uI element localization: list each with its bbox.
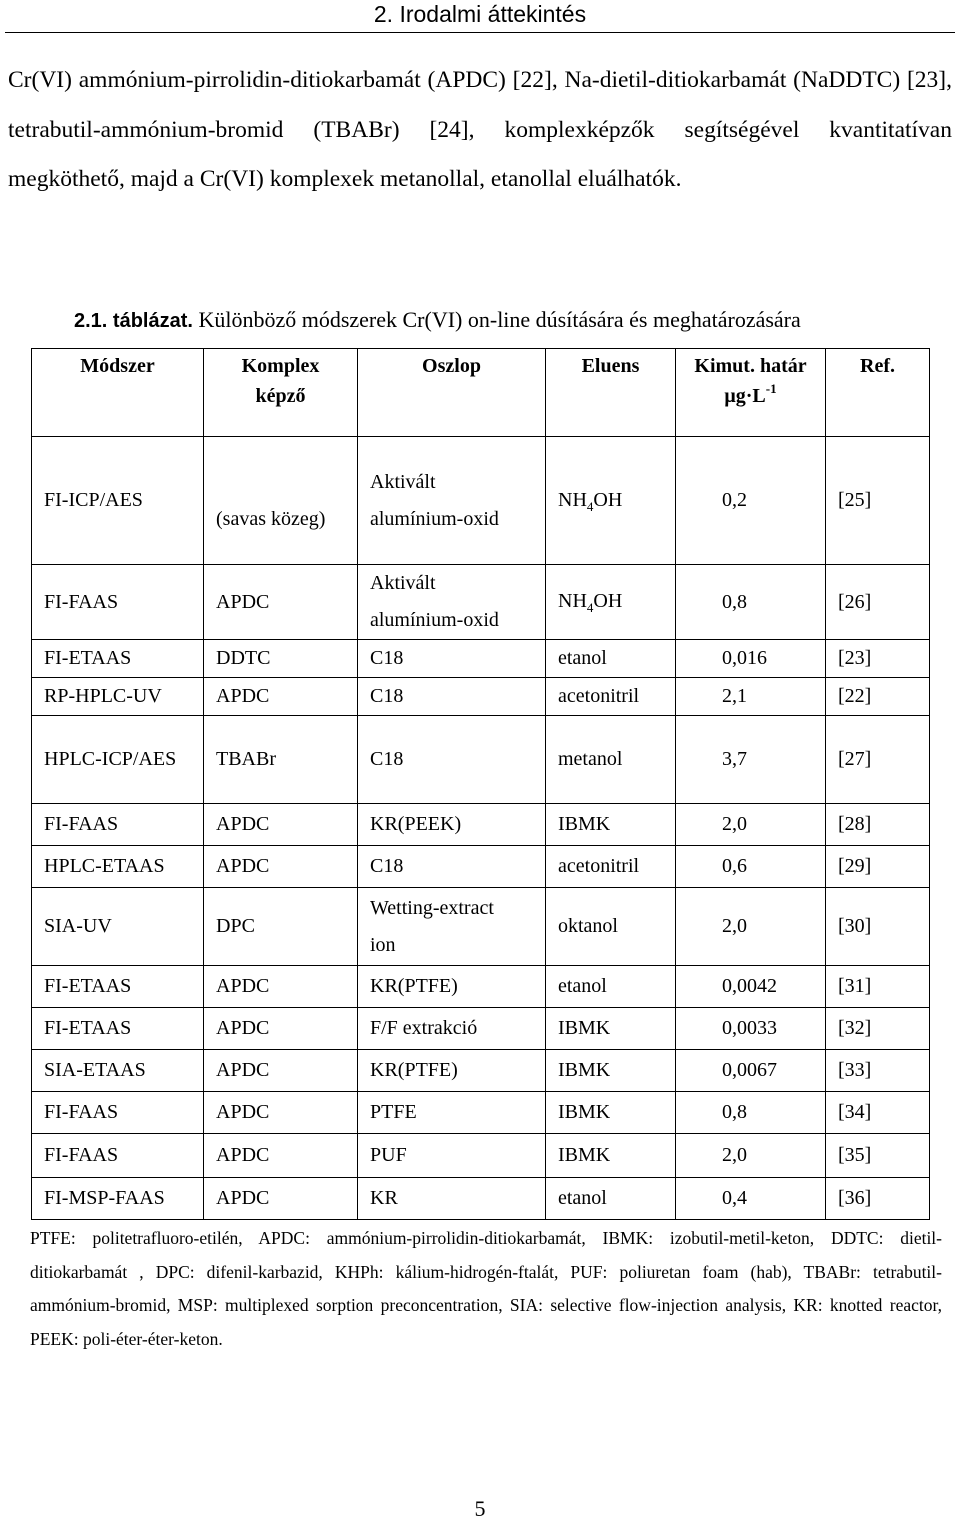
cell-ref: [31] xyxy=(826,966,930,1008)
cell-complex: TBABr xyxy=(204,716,358,804)
table-row xyxy=(32,1178,930,1220)
cell-column: Wetting-extract ion xyxy=(358,888,546,966)
cell-column: KR xyxy=(358,1178,546,1220)
cell-eluent: IBMK xyxy=(546,1134,676,1178)
cell-column: C18 xyxy=(358,640,546,678)
table-row xyxy=(32,678,930,716)
cell-eluent: oktanol xyxy=(546,888,676,966)
cell-eluent: etanol xyxy=(546,1178,676,1220)
cell-limit: 0,2 xyxy=(676,437,826,565)
cell-limit: 0,0033 xyxy=(676,1008,826,1050)
cell-method: FI-ETAAS xyxy=(32,966,204,1008)
table-caption-text: Különböző módszerek Cr(VI) on-line dúsítására és meghatározására xyxy=(192,307,801,332)
cell-column: PUF xyxy=(358,1134,546,1178)
unit-exponent: -1 xyxy=(765,381,777,396)
cell-complex: APDC xyxy=(204,1092,358,1134)
cell-method: FI-FAAS xyxy=(32,804,204,846)
cell-complex: APDC xyxy=(204,966,358,1008)
cell-limit: 0,0067 xyxy=(676,1050,826,1092)
cell-eluent: $NH_4OH$ xyxy=(546,565,676,640)
unit-main: μg·L xyxy=(724,385,766,407)
table-row xyxy=(32,888,930,966)
cell-complex: APDC xyxy=(204,1008,358,1050)
cell-column: KR(PTFE) xyxy=(358,966,546,1008)
header-method: Módszer xyxy=(32,349,204,437)
cell-method: FI-FAAS xyxy=(32,1134,204,1178)
table-row xyxy=(32,1008,930,1050)
cell-complex: APDC xyxy=(204,678,358,716)
cell-complex: DPC xyxy=(204,888,358,966)
cell-column: Aktivált alumínium-oxid xyxy=(358,437,546,565)
cell-ref: [27] xyxy=(826,716,930,804)
intro-paragraph: Cr(VI) ammónium-pirrolidin-ditiokarbamát (APDC) [22], Na-dietil-ditiokarbamát (NaDDTC) [23], tetrabutil-ammónium-bromid (TBABr) [24], komplexképzők segítségével kvantitatívan megköthető, majd a Cr(VI) komplexek metanollal, etanollal eluálhatók. xyxy=(8,67,952,192)
cell-eluent: $NH_4OH$ xyxy=(546,437,676,565)
cell-limit: 0,6 xyxy=(676,846,826,888)
cell-eluent: etanol xyxy=(546,640,676,678)
cell-limit: 0,4 xyxy=(676,1178,826,1220)
cell-eluent: IBMK xyxy=(546,1092,676,1134)
methods-table xyxy=(31,348,930,1220)
cell-method: FI-ETAAS xyxy=(32,640,204,678)
cell-limit: 0,016 xyxy=(676,640,826,678)
cell-limit: 0,0042 xyxy=(676,966,826,1008)
cell-method: FI-ICP/AES xyxy=(32,437,204,565)
cell-ref: [28] xyxy=(826,804,930,846)
cell-eluent: acetonitril xyxy=(546,678,676,716)
cell-method: HPLC-ETAAS xyxy=(32,846,204,888)
cell-complex: APDC xyxy=(204,1050,358,1092)
cell-complex: APDC xyxy=(204,1134,358,1178)
cell-method: HPLC-ICP/AES xyxy=(32,716,204,804)
table-row xyxy=(32,1050,930,1092)
cell-column: C18 xyxy=(358,716,546,804)
cell-ref: [26] xyxy=(826,565,930,640)
cell-eluent: etanol xyxy=(546,966,676,1008)
cell-ref: [33] xyxy=(826,1050,930,1092)
table-header-row xyxy=(32,349,930,437)
cell-limit: 2,1 xyxy=(676,678,826,716)
cell-method: FI-FAAS xyxy=(32,565,204,640)
header-complex: Komplex képző xyxy=(204,349,358,437)
cell-column: C18 xyxy=(358,846,546,888)
header-eluent: Eluens xyxy=(546,349,676,437)
cell-limit: 2,0 xyxy=(676,804,826,846)
table-footnote: PTFE: politetrafluoro-etilén, APDC: ammónium-pirrolidin-ditiokarbamát, IBMK: izobutil-metil-keton, DDTC: dietil-ditiokarbamát , DPC: difenil-karbazid, KHPh: kálium-hidrogén-ftalát, PUF: poliuretan foam (hab), TBABr: tetrabutil-ammónium-bromid, MSP: multiplexed sorption preconcentration, SIA: selective flow-injection analysis, KR: knotted reactor, PEEK: poli-éter-éter-keton. xyxy=(30,1228,942,1349)
cell-complex: APDC xyxy=(204,804,358,846)
cell-limit: 3,7 xyxy=(676,716,826,804)
header-divider xyxy=(5,32,955,33)
cell-ref: [35] xyxy=(826,1134,930,1178)
cell-eluent: IBMK xyxy=(546,804,676,846)
table-caption xyxy=(74,300,954,341)
cell-ref: [23] xyxy=(826,640,930,678)
cell-column: KR(PEEK) xyxy=(358,804,546,846)
cell-ref: [29] xyxy=(826,846,930,888)
running-header: 2. Irodalmi áttekintés xyxy=(373,1,587,27)
cell-limit: 0,8 xyxy=(676,565,826,640)
cell-method: SIA-ETAAS xyxy=(32,1050,204,1092)
cell-ref: [22] xyxy=(826,678,930,716)
cell-column: C18 xyxy=(358,678,546,716)
table-row xyxy=(32,1134,930,1178)
cell-column: Aktivált alumínium-oxid xyxy=(358,565,546,640)
table-row xyxy=(32,966,930,1008)
cell-eluent: IBMK xyxy=(546,1050,676,1092)
cell-method: FI-FAAS xyxy=(32,1092,204,1134)
cell-eluent: metanol xyxy=(546,716,676,804)
cell-method: SIA-UV xyxy=(32,888,204,966)
cell-column: KR(PTFE) xyxy=(358,1050,546,1092)
cell-ref: [32] xyxy=(826,1008,930,1050)
cell-limit: 2,0 xyxy=(676,888,826,966)
page-number: 5 xyxy=(474,1496,486,1521)
table-row xyxy=(32,1092,930,1134)
cell-ref: [36] xyxy=(826,1178,930,1220)
cell-ref: [30] xyxy=(826,888,930,966)
header-ref: Ref. xyxy=(826,349,930,437)
cell-complex: APDC xyxy=(204,1178,358,1220)
cell-column: PTFE xyxy=(358,1092,546,1134)
cell-column: F/F extrakció xyxy=(358,1008,546,1050)
header-detection-limit: Kimut. határ $\mu g\cdot L^{-1}$ xyxy=(676,349,826,437)
cell-complex: DDTC xyxy=(204,640,358,678)
cell-method: FI-ETAAS xyxy=(32,1008,204,1050)
table-row xyxy=(32,565,930,640)
cell-complex: APDC xyxy=(204,565,358,640)
cell-limit: 0,8 xyxy=(676,1092,826,1134)
cell-complex: APDC xyxy=(204,846,358,888)
cell-eluent: acetonitril xyxy=(546,846,676,888)
cell-ref: [34] xyxy=(826,1092,930,1134)
table-caption-label: 2.1. táblázat. xyxy=(74,310,193,332)
table-row xyxy=(32,437,930,565)
cell-limit: 2,0 xyxy=(676,1134,826,1178)
cell-method: RP-HPLC-UV xyxy=(32,678,204,716)
table-row xyxy=(32,804,930,846)
cell-complex: (savas közeg) xyxy=(204,437,358,565)
cell-eluent: IBMK xyxy=(546,1008,676,1050)
header-column: Oszlop xyxy=(358,349,546,437)
table-row xyxy=(32,716,930,804)
table-row xyxy=(32,640,930,678)
table-row xyxy=(32,846,930,888)
cell-method: FI-MSP-FAAS xyxy=(32,1178,204,1220)
cell-ref: [25] xyxy=(826,437,930,565)
